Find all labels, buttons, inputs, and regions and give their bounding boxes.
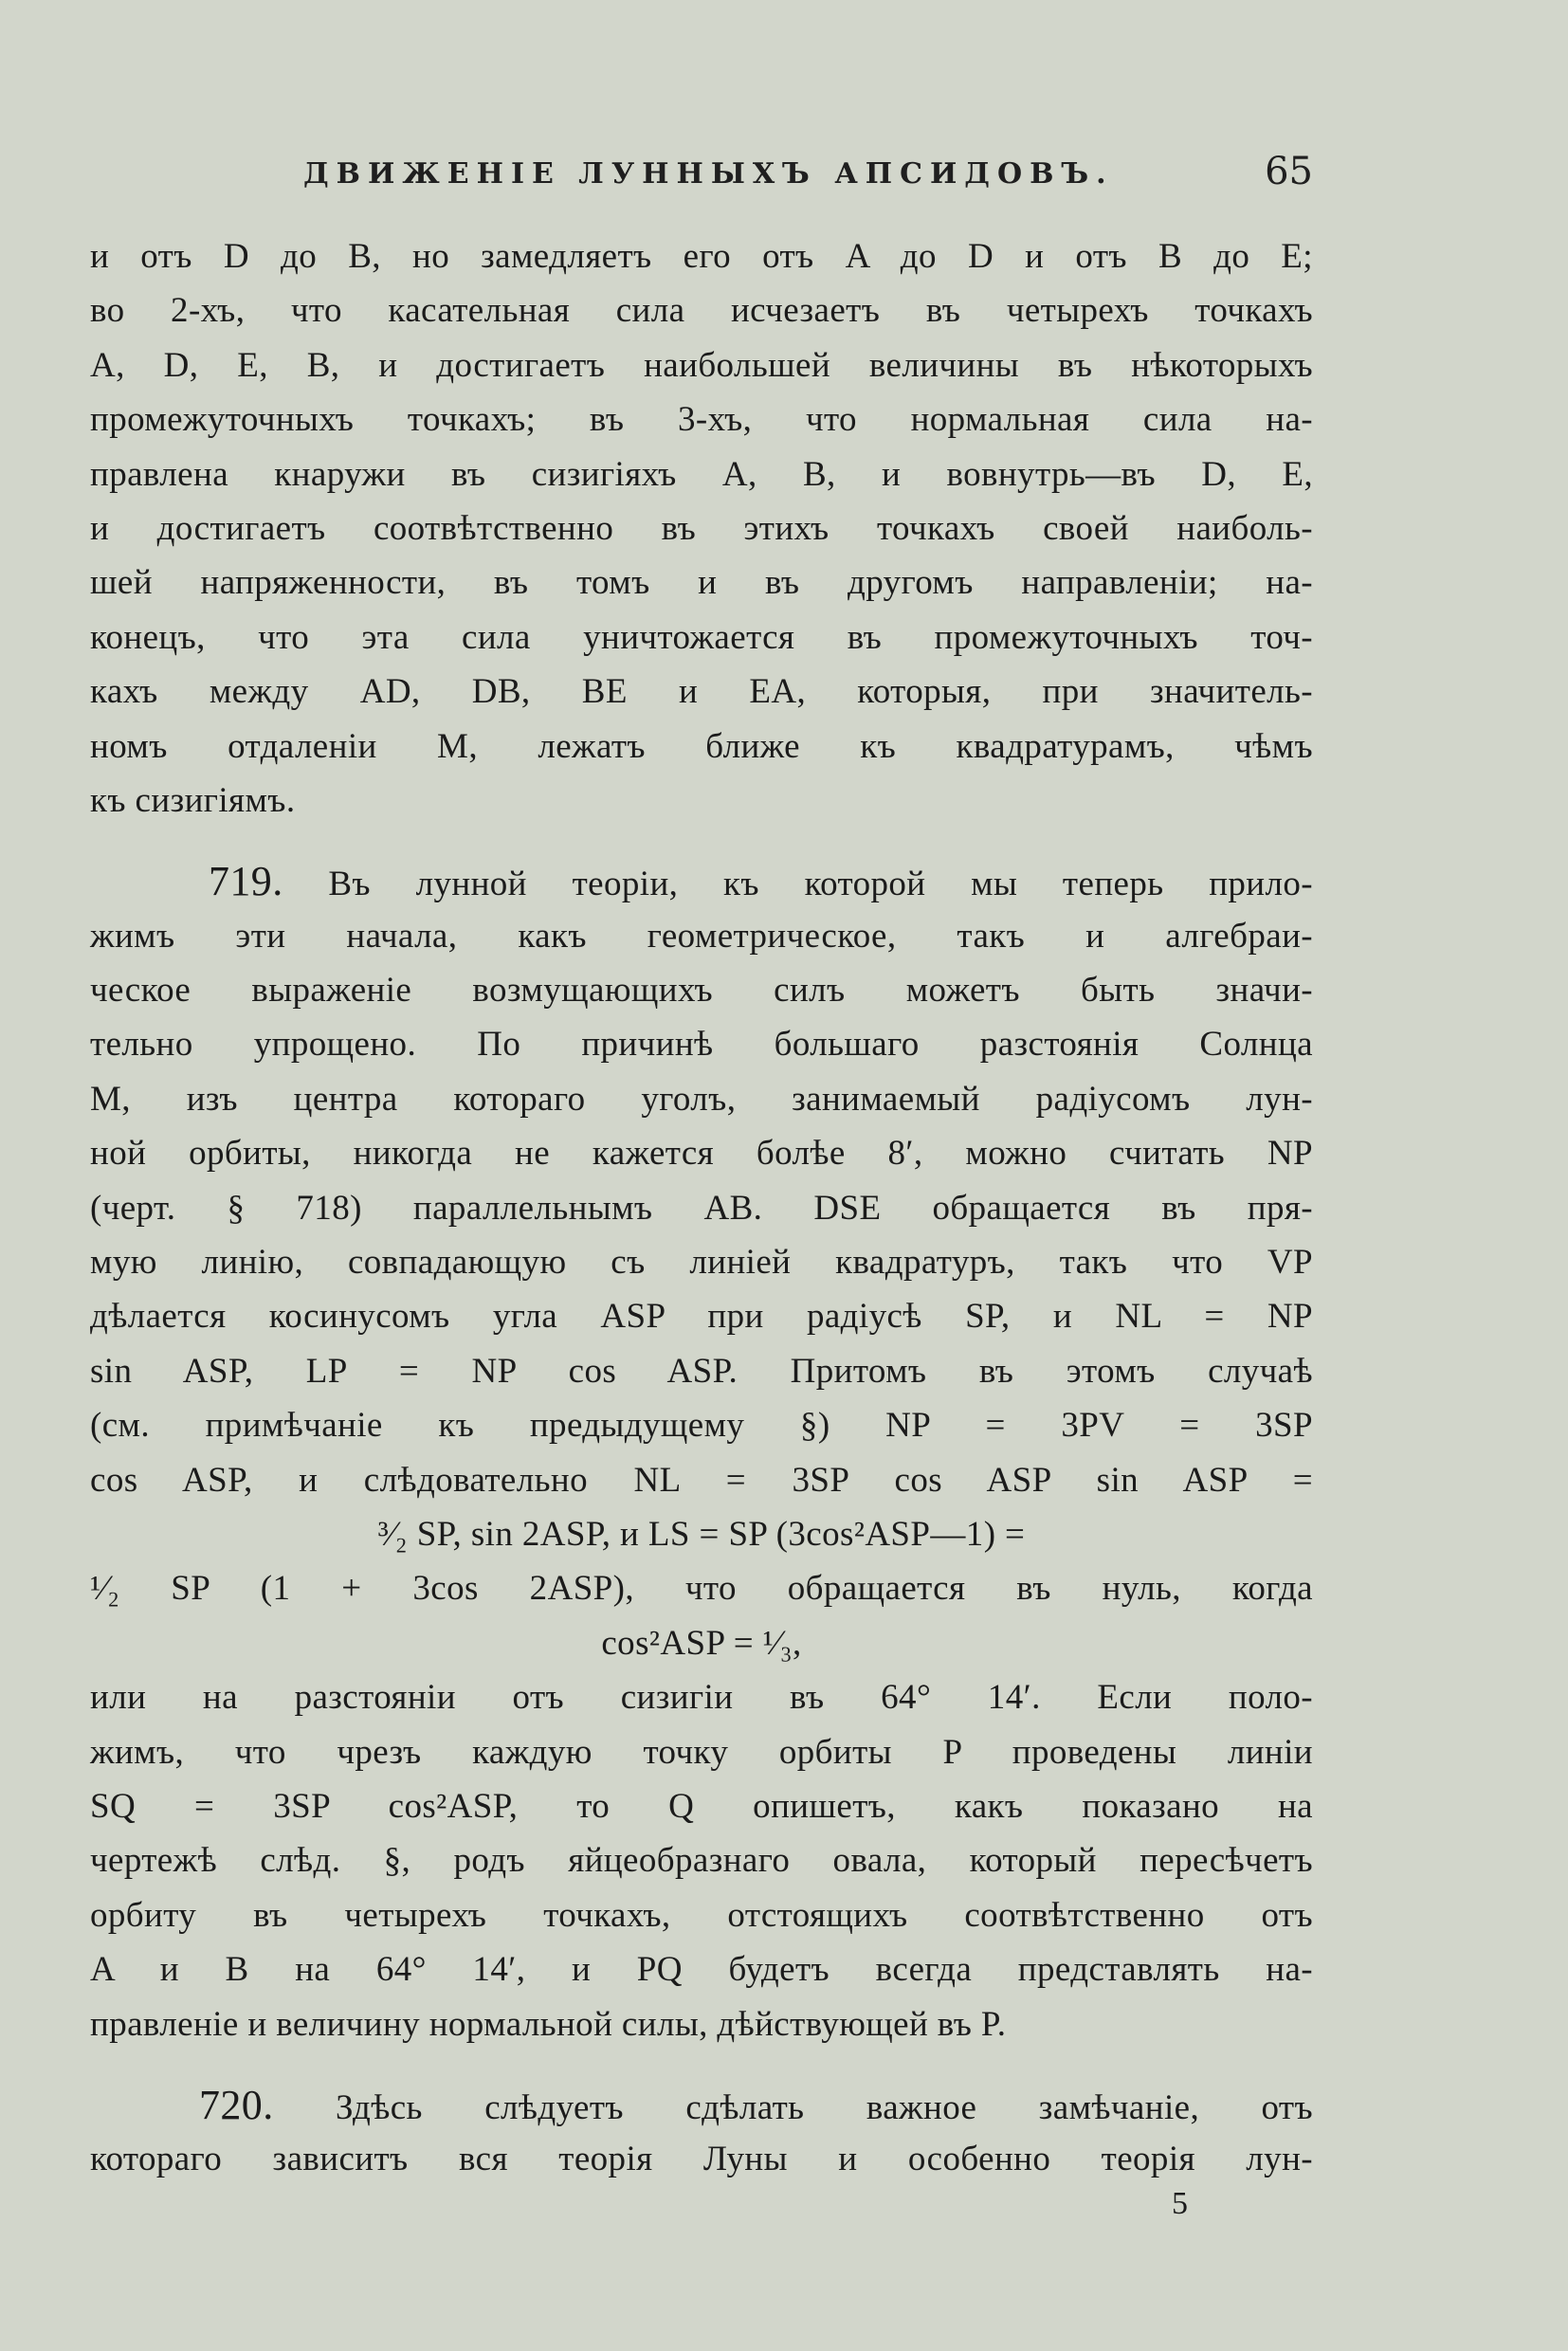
text-line: правленіе и величину нормальной силы, дѣйствующей въ P. (90, 2004, 1007, 2044)
text-line: (черт. § 718) параллельнымъ AB. DSE обращается въ пря- (90, 1188, 1313, 1228)
text-line: орбиту въ четырехъ точкахъ, отстоящихъ соотвѣтственно отъ (90, 1895, 1313, 1935)
text-line: жимъ, что чрезъ каждую точку орбиты P проведены линіи (90, 1732, 1313, 1772)
body-text (90, 229, 1313, 2187)
paragraph-gap (90, 2051, 1313, 2078)
text-line: ¹⁄₂ SP (1 + 3cos 2ASP), что обращается въ нуль, когда (90, 1569, 1313, 1609)
text-line: SQ = 3SP cos²ASP, то Q опишетъ, какъ показано на (90, 1786, 1313, 1826)
text-line: дѣлается косинусомъ угла ASP при радіусѣ SP, и NL = NP (90, 1297, 1313, 1337)
signature-mark: 5 (1172, 2186, 1188, 2221)
text-line: sin ASP, LP = NP cos ASP. Притомъ въ этомъ случаѣ (90, 1351, 1313, 1391)
text-line: номъ отдаленіи M, лежатъ ближе къ квадратурамъ, чѣмъ (90, 726, 1313, 766)
text-line: во 2-хъ, что касательная сила исчезаетъ въ четырехъ точкахъ (90, 291, 1313, 331)
text-line: промежуточныхъ точкахъ; въ 3-хъ, что нормальная сила на- (90, 400, 1313, 440)
paragraph-first-line (90, 2078, 1313, 2132)
paragraph-number: 719. (209, 858, 283, 905)
text-line: или на разстояніи отъ сизигіи въ 64° 14′. Если поло- (90, 1678, 1313, 1718)
text-line: тельно упрощено. По причинѣ большаго разстоянія Солнца (90, 1025, 1313, 1065)
paragraph-first-text: Здѣсь слѣдуетъ сдѣлать важное замѣчаніе, отъ (336, 2087, 1313, 2127)
text-line: A, D, E, B, и достигаетъ наибольшей величины въ нѣкоторыхъ (90, 345, 1313, 385)
formula-line: cos²ASP = ¹⁄₃, (601, 1623, 802, 1663)
text-line: (см. примѣчаніе къ предыдущему §) NP = 3PV = 3SP (90, 1406, 1313, 1446)
text-line: ческое выраженіе возмущающихъ силъ можетъ быть значи- (90, 971, 1313, 1011)
text-line: конецъ, что эта сила уничтожается въ промежуточныхъ точ- (90, 617, 1313, 657)
paragraph-gap (90, 828, 1313, 854)
text-line: cos ASP, и слѣдовательно NL = 3SP cos ASP sin ASP = (90, 1460, 1313, 1500)
text-line: кахъ между AD, DB, BE и EA, которыя, при значитель- (90, 672, 1313, 712)
paragraph-number: 720. (199, 2081, 274, 2128)
text-line: къ сизигіямъ. (90, 780, 296, 820)
running-head (90, 150, 1313, 207)
text-line: шей напряженности, въ томъ и въ другомъ направленіи; на- (90, 563, 1313, 603)
text-line: мую линію, совпадающую съ линіей квадратуръ, такъ что VP (90, 1243, 1313, 1283)
text-line: и отъ D до B, но замедляетъ его отъ A до D и отъ B до E; (90, 237, 1313, 276)
text-line: жимъ эти начала, какъ геометрическое, такъ и алгебраи- (90, 916, 1313, 956)
text-line: и достигаетъ соотвѣтственно въ этихъ точкахъ своей наиболь- (90, 508, 1313, 548)
text-line: правлена кнаружи въ сизигіяхъ A, B, и вовнутрь—въ D, E, (90, 454, 1313, 494)
running-title: ДВИЖЕНІЕ ЛУННЫХЪ АПСИДОВЪ. (303, 157, 1114, 191)
paragraph-first-text: Въ лунной теоріи, къ которой мы теперь прило- (328, 865, 1313, 904)
paragraph-first-line (90, 854, 1313, 908)
text-line: чертежѣ слѣд. §, родъ яйцеобразнаго овала, который пересѣчетъ (90, 1841, 1313, 1881)
text-line: A и B на 64° 14′, и PQ будетъ всегда представлять на- (90, 1950, 1313, 1990)
page-number: 65 (1265, 150, 1313, 193)
formula-line: ³⁄₂ SP, sin 2ASP, и LS = SP (3cos²ASP—1) = (377, 1514, 1026, 1554)
text-line: котораго зависитъ вся теорія Луны и особенно теорія лун- (90, 2140, 1313, 2179)
text-line: M, изъ центра котораго уголъ, занимаемый радіусомъ лун- (90, 1079, 1313, 1119)
text-line: ной орбиты, никогда не кажется болѣе 8′, можно считать NP (90, 1134, 1313, 1174)
